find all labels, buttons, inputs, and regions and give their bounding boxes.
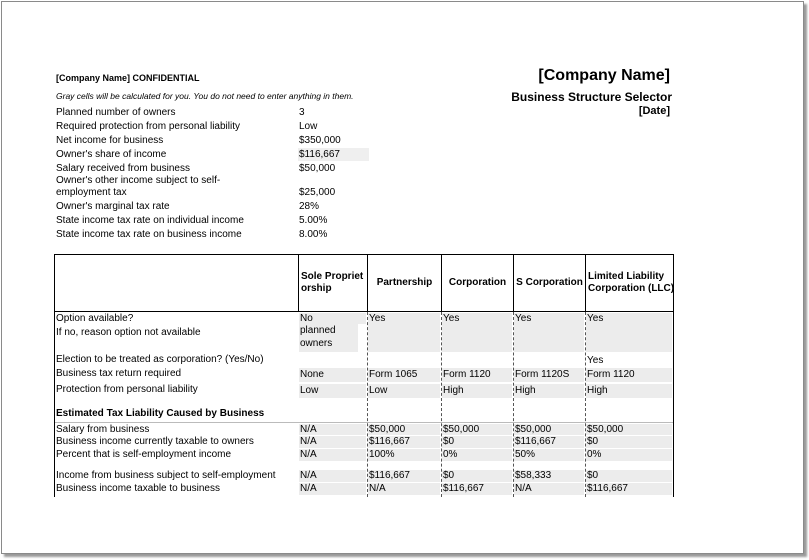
row-label: Salary from business	[56, 424, 150, 435]
table-cell: Form 1120	[442, 368, 512, 382]
table-cell: $50,000	[368, 424, 440, 435]
column-header-corporation: Corporation	[448, 277, 507, 288]
table-row-salary	[55, 424, 673, 435]
confidential-label: [Company Name] CONFIDENTIAL	[56, 73, 200, 83]
input-label: Required protection from personal liability	[56, 120, 240, 132]
section-title: Estimated Tax Liability Caused by Business	[56, 408, 265, 419]
row-label: Income from business subject to self-employment	[56, 470, 276, 481]
table-cell: High	[514, 384, 584, 398]
table-cell: $0	[442, 470, 512, 482]
table-cell: Yes	[586, 313, 672, 324]
row-label: Business tax return required	[56, 368, 182, 379]
section-heading-tax-liability	[55, 408, 673, 423]
table-cell: Form 1120S	[514, 368, 584, 382]
table-cell: $50,000	[442, 424, 512, 435]
table-cell: 0%	[586, 449, 672, 461]
table-row-percent-se	[55, 449, 673, 461]
table-cell: Low	[368, 384, 440, 398]
input-value[interactable]: $50,000	[299, 162, 336, 174]
input-value[interactable]: Low	[299, 120, 318, 132]
gray-cells-note: Gray cells will be calculated for you. You do not need to enter anything in them.	[56, 91, 354, 101]
table-row-tax-return	[55, 368, 673, 382]
table-cell: N/A	[299, 436, 366, 448]
date-field[interactable]: [Date]	[638, 105, 670, 117]
input-label: Salary received from business	[56, 162, 190, 174]
input-label: Owner's other income subject to self-employment tax	[56, 175, 221, 198]
table-row-reason	[55, 324, 673, 352]
input-label: State income tax rate on individual income	[56, 214, 244, 226]
table-cell	[514, 324, 584, 352]
input-value[interactable]: 8.00%	[299, 228, 328, 240]
row-label: Protection from personal liability	[56, 384, 198, 395]
table-cell: 50%	[514, 449, 584, 461]
table-cell: N/A	[299, 424, 366, 435]
row-label: Percent that is self-employment income	[56, 449, 232, 460]
input-row-owner-share	[56, 147, 376, 161]
table-cell: None	[299, 368, 366, 382]
input-label: Net income for business	[56, 134, 164, 146]
input-row-salary	[56, 161, 376, 175]
input-label: Owner's share of income	[56, 148, 167, 160]
table-cell: 100%	[368, 449, 440, 461]
input-row-state-business	[56, 227, 376, 241]
table-cell: Yes	[368, 313, 440, 324]
column-header-sole-proprietorship: Sole Proprietorship	[301, 271, 364, 294]
input-label: State income tax rate on business income	[56, 228, 242, 240]
comparison-table	[54, 254, 674, 497]
input-parameters	[56, 105, 376, 241]
input-row-state-individual	[56, 213, 376, 227]
table-cell: N/A	[299, 483, 366, 495]
table-cell: N/A	[299, 470, 366, 482]
table-cell: N/A	[299, 449, 366, 461]
table-cell: Form 1120	[586, 368, 672, 382]
column-header-llc: Limited Liability Corporation (LLC)	[588, 271, 675, 294]
table-cell: $50,000	[586, 424, 672, 435]
input-value[interactable]: $350,000	[299, 134, 341, 146]
row-label: If no, reason option not available	[56, 327, 201, 338]
table-cell: N/A	[368, 483, 440, 495]
table-row-taxable-business	[55, 483, 673, 495]
row-label: Business income taxable to business	[56, 483, 220, 494]
table-cell	[586, 324, 672, 352]
table-cell: N/A	[514, 483, 584, 495]
input-row-marginal-rate	[56, 199, 376, 213]
input-value[interactable]: 5.00%	[299, 214, 328, 226]
row-label: Option available?	[56, 313, 134, 324]
input-label: Owner's marginal tax rate	[56, 200, 170, 212]
table-row-taxable-owners	[55, 436, 673, 448]
row-label: Business income currently taxable to owners	[56, 436, 254, 447]
input-value[interactable]: $25,000	[299, 187, 336, 198]
input-label: Planned number of owners	[56, 106, 176, 118]
table-row-option-available	[55, 313, 673, 324]
table-cell: planned owners	[299, 324, 358, 352]
table-cell: $116,667	[514, 436, 584, 448]
table-cell: $58,333	[514, 470, 584, 482]
input-row-owners	[56, 105, 376, 119]
input-value[interactable]: 3	[299, 106, 305, 118]
table-cell: High	[442, 384, 512, 398]
table-row-income-se	[55, 470, 673, 482]
page-title: Business Structure Selector	[511, 90, 672, 104]
company-name-title[interactable]: [Company Name]	[538, 67, 670, 84]
election-input-cell[interactable]: Yes	[587, 355, 604, 366]
table-cell: Form 1065	[368, 368, 440, 382]
table-cell: $0	[442, 436, 512, 448]
table-cell: $116,667	[442, 483, 512, 495]
table-cell: 0%	[442, 449, 512, 461]
table-cell: Yes	[514, 313, 584, 324]
table-row-election	[55, 354, 673, 367]
table-header	[55, 255, 673, 312]
column-header-s-corporation: S Corporation	[516, 277, 583, 288]
table-cell: Low	[299, 384, 366, 398]
row-label: Election to be treated as corporation? (Yes/No)	[56, 354, 264, 365]
table-cell: $116,667	[368, 470, 440, 482]
table-cell: $0	[586, 470, 672, 482]
table-cell: Yes	[442, 313, 512, 324]
table-row-protection	[55, 384, 673, 398]
table-cell: $116,667	[368, 436, 440, 448]
column-header-partnership: Partnership	[376, 277, 433, 288]
table-cell: No	[299, 313, 366, 324]
table-cell: $116,667	[586, 483, 672, 495]
table-cell: $50,000	[514, 424, 584, 435]
calculated-value: $116,667	[298, 148, 369, 161]
input-row-protection	[56, 119, 376, 133]
table-cell	[442, 324, 512, 352]
input-row-other-income	[56, 175, 376, 199]
table-cell: High	[586, 384, 672, 398]
input-value[interactable]: 28%	[299, 200, 320, 212]
input-row-net-income	[56, 133, 376, 147]
table-cell: $0	[586, 436, 672, 448]
table-cell	[368, 324, 440, 352]
